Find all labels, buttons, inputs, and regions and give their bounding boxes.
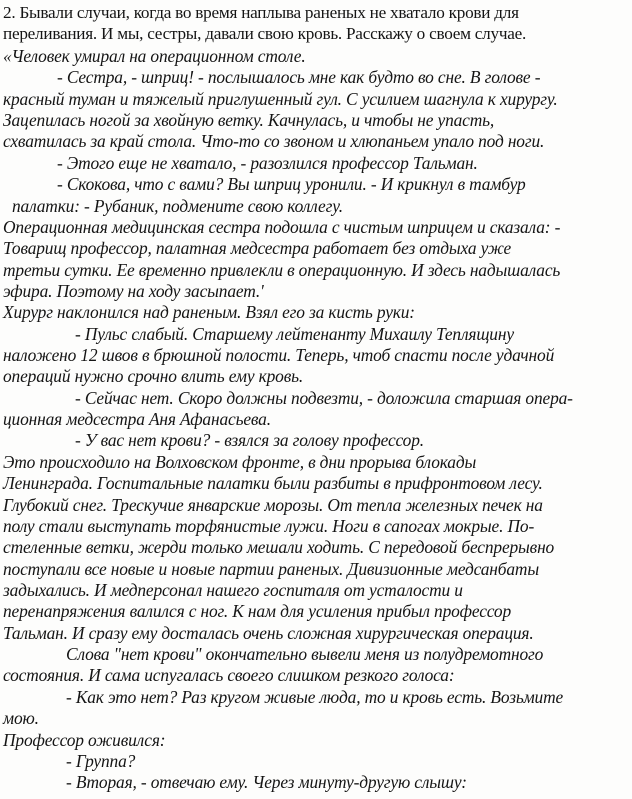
text-line: - Сестра, - шприц! - послышалось мне как будто во сне. В голове - [57, 67, 541, 87]
text-line: состояния. И сама испугалась своего слишком резкого голоса: [3, 665, 455, 685]
text-line: - Этого еще не хватало, - разозлился профессор Тальман. [57, 153, 478, 173]
text-line: Хирург наклонился над раненым. Взял его за кисть руки: [3, 302, 415, 322]
text-line: наложено 12 швов в брюшной полости. Теперь, чтоб спасти после удачной [3, 345, 555, 365]
text-line: - Вторая, - отвечаю ему. Через минуту-другую слышу: [66, 772, 467, 792]
text-line: Зацепилась ногой за хвойную ветку. Качнулась, и чтобы не упасть, [3, 110, 495, 130]
text-line: поступали все новые и новые партии раненых. Дивизионные медсанбаты [3, 559, 539, 579]
text-line: «Человек умирал на операционном столе. [3, 46, 306, 66]
text-line: - Сейчас нет. Скоро должны подвезти, - доложила старшая опера- [75, 388, 573, 408]
text-line: Глубокий снег. Трескучие январские морозы. От тепла железных печек на [3, 495, 543, 515]
text-line: мою. [3, 708, 39, 728]
text-line: схватилась за край стола. Что-то со звоном и хлюпаньем упало под ноги. [3, 131, 545, 151]
text-line: 2. Бывали случаи, когда во время наплыва раненых не хватало крови для [3, 3, 519, 22]
text-line: - Скокова, что с вами? Вы шприц уронили. - И крикнул в тамбур [57, 174, 526, 194]
text-line: задыхались. И медперсонал нашего госпиталя от усталости и [3, 580, 463, 600]
text-line: Слова "нет крови" окончательно вывели меня из полудремотного [66, 644, 544, 664]
text-line: третьи сутки. Ее временно привлекли в операционную. И здесь надышалась [3, 260, 561, 280]
text-line: - Пульс слабый. Старшему лейтенанту Михаилу Теплящину [75, 324, 514, 344]
text-line: Тальман. И сразу ему досталась очень сложная хирургическая операция. [3, 623, 534, 643]
text-line: Операционная медицинская сестра подошла с чистым шприцем и сказала: - [3, 217, 561, 237]
text-line: стеленные ветки, жерди только мешали ходить. С передовой беспрерывно [3, 537, 555, 557]
text-line: - Группа? [66, 751, 136, 771]
text-line: красный туман и тяжелый приглушенный гул. С усилием шагнула к хирургу. [3, 89, 558, 109]
text-line: Ленинграда. Госпитальные палатки были разбиты в прифронтовом лесу. [3, 473, 543, 493]
text-line: полу стали выступать торфянистые лужи. Ноги в сапогах мокрые. По- [3, 516, 535, 536]
text-line: ционная медсестра Аня Афанасьева. [3, 409, 271, 429]
text-line: - У вас нет крови? - взялся за голову профессор. [75, 430, 424, 450]
text-line: Профессор оживился: [3, 730, 166, 750]
text-line: эфира. Поэтому на ходу засыпает.' [3, 281, 264, 301]
text-line: палатки: - Рубаник, подмените свою коллегу. [12, 196, 343, 216]
text-line: переливания. И мы, сестры, давали свою кровь. Расскажу о своем случае. [3, 24, 527, 43]
text-line: операций нужно срочно влить ему кровь. [3, 366, 304, 386]
text-line: перенапряжения валился с ног. К нам для усиления прибыл профессор [3, 601, 512, 621]
text-line: - Как это нет? Раз кругом живые люда, то и кровь есть. Возьмите [66, 687, 564, 707]
text-line: Это происходило на Волховском фронте, в дни прорыва блокады [3, 452, 477, 472]
text-line: Товарищ профессор, палатная медсестра работает без отдыха уже [3, 238, 512, 258]
